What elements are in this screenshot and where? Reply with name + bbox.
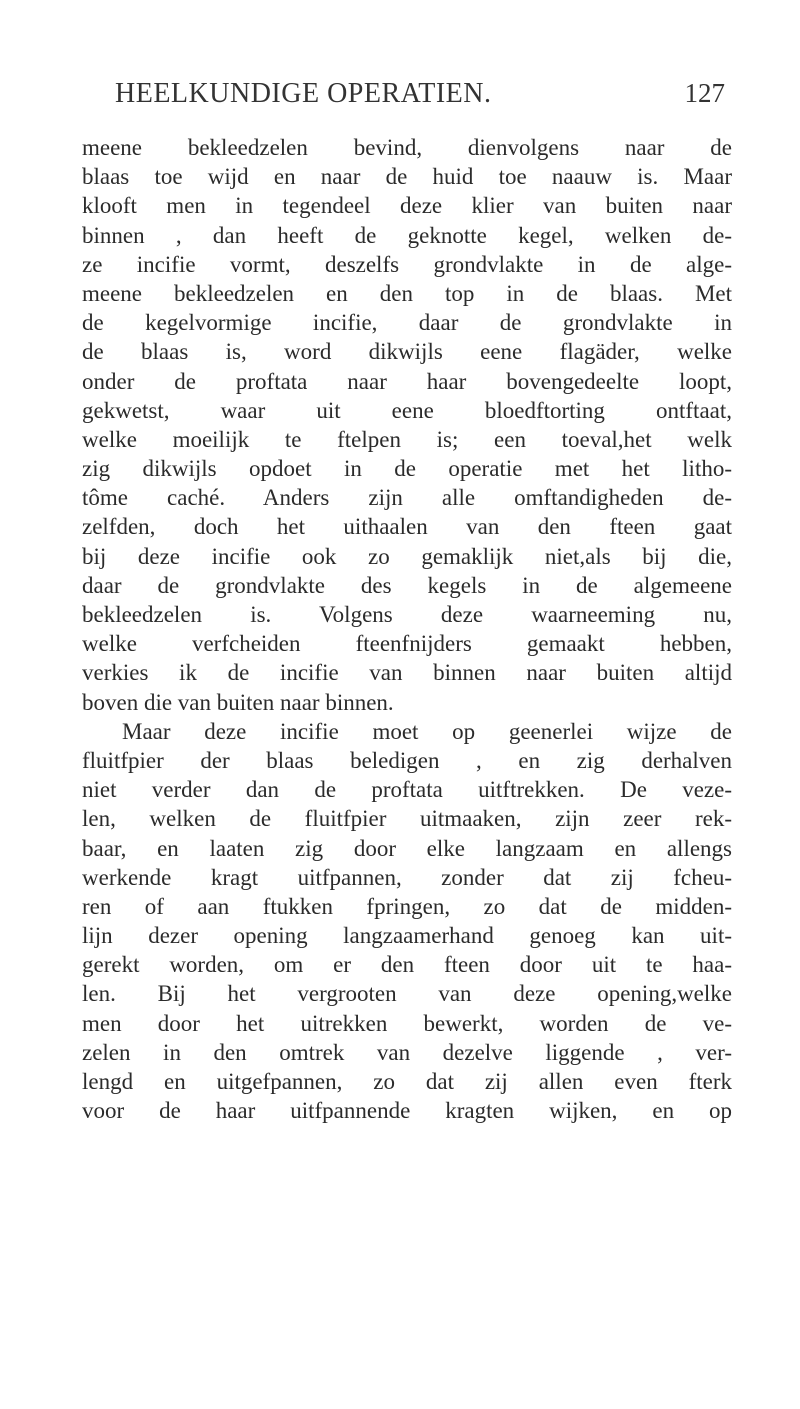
text-line: boven die van buiten naar binnen. <box>82 689 394 715</box>
text-line: klooft men in tegendeel deze klier van buiten naar <box>82 193 732 219</box>
text-line: ze incifie vormt, deszelfs grondvlakte in de alge- <box>82 251 732 277</box>
text-line: lengd en uitgefpannen, zo dat zij allen even fterk <box>82 1069 732 1094</box>
page-number: 127 <box>684 78 725 108</box>
text-line: ren of aan ftukken fpringen, zo dat de midden- <box>82 893 732 919</box>
text-line: men door het uitrekken bewerkt, worden de ve- <box>82 1010 732 1036</box>
running-head <box>115 78 725 118</box>
text-line: meene bekleedzelen bevind, dienvolgens naar de <box>82 135 732 160</box>
text-line: len, welken de fluitfpier uitmaaken, zijn zeer rek- <box>82 806 732 832</box>
text-line: voor de haar uitfpannende kragten wijken, en op <box>82 1098 732 1124</box>
text-line: werkende kragt uitfpannen, zonder dat zij fcheu- <box>82 864 732 890</box>
text-line: verkies ik de incifie van binnen naar buiten altijd <box>82 660 732 686</box>
text-line: gekwetst, waar uit eene bloedftorting ontftaat, <box>82 397 732 423</box>
text-line: blaas toe wijd en naar de huid toe naauw is. Maar <box>82 164 732 190</box>
text-line: Maar deze incifie moet op geenerlei wijze de <box>122 718 732 744</box>
text-line: welke moeilijk te ftelpen is; een toeval,het welk <box>82 426 732 452</box>
text-line: meene bekleedzelen en den top in de blaas. Met <box>82 280 732 306</box>
paragraph-1 <box>82 133 732 717</box>
text-line: zelen in den omtrek van dezelve liggende , ver- <box>82 1039 732 1065</box>
text-line: tôme caché. Anders zijn alle omftandigheden de- <box>82 485 732 511</box>
paragraph-2 <box>82 717 732 1126</box>
text-line: de blaas is, word dikwijls eene flagäder, welke <box>82 339 732 365</box>
text-line: welke verfcheiden fteenfnijders gemaakt hebben, <box>82 631 732 657</box>
text-line: bekleedzelen is. Volgens deze waarneeming nu, <box>82 602 732 627</box>
running-title: HEELKUNDIGE OPERATIEN. <box>115 78 492 109</box>
text-line: zelfden, doch het uithaalen van den fteen gaat <box>82 514 732 540</box>
text-line: baar, en laaten zig door elke langzaam en allengs <box>82 835 732 861</box>
text-line: de kegelvormige incifie, daar de grondvlakte in <box>82 310 732 336</box>
text-line: niet verder dan de proftata uitftrekken. De veze- <box>82 777 732 803</box>
body-text <box>82 133 732 1125</box>
text-line: fluitfpier der blaas beledigen , en zig derhalven <box>82 747 732 773</box>
text-line: bij deze incifie ook zo gemaklijk niet,als bij die, <box>82 543 732 569</box>
text-line: daar de grondvlakte des kegels in de algemeene <box>82 572 732 598</box>
text-line: lijn dezer opening langzaamerhand genoeg kan uit- <box>82 923 732 949</box>
text-line: zig dikwijls opdoet in de operatie met het litho- <box>82 456 732 482</box>
text-line: len. Bij het vergrooten van deze opening,welke <box>82 981 732 1007</box>
text-line: onder de proftata naar haar bovengedeelte loopt, <box>82 368 732 394</box>
text-line: gerekt worden, om er den fteen door uit te haa- <box>82 952 732 978</box>
text-line: binnen , dan heeft de geknotte kegel, welken de- <box>82 222 732 248</box>
